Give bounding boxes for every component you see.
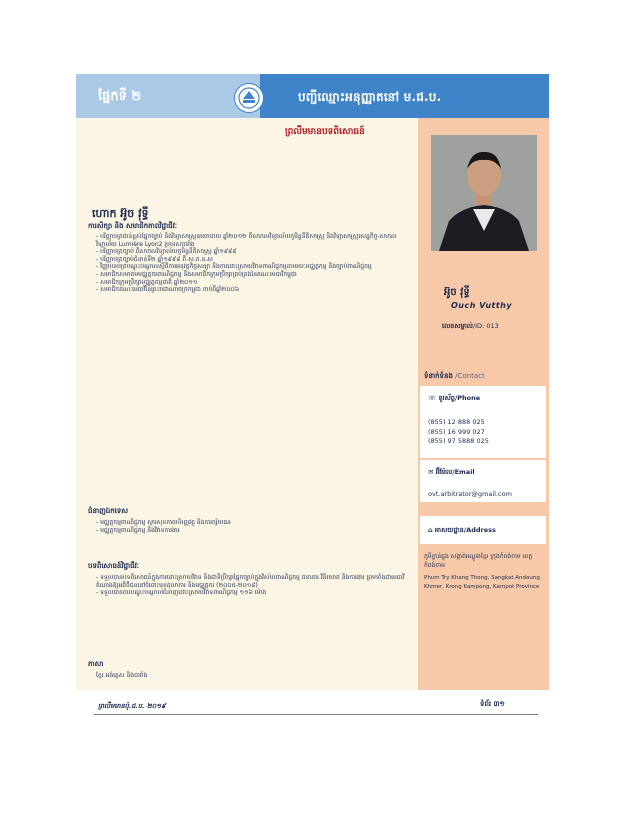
phone-list xyxy=(428,418,489,447)
address-km: ភូមិខ្វាន់ធ្លុង សង្កាត់អណ្តូងខ្មែរ ក្រុងកំពង់ចាម ខេត្តកំពង់ចាម xyxy=(424,553,533,569)
footer-divider xyxy=(94,714,538,715)
specialization-list xyxy=(96,519,412,534)
list-item: - ទទួលបានការបណ្តុះបណ្តាលជំនាញដោះស្រាយវិវាទពាណិជ្ជកម្ម ១១៦ ម៉ោង xyxy=(96,589,267,597)
address-box xyxy=(420,516,546,544)
address-heading xyxy=(428,526,496,536)
organization-logo-icon xyxy=(234,83,264,113)
phone-box xyxy=(420,386,546,458)
list-item: - បរិញ្ញាបត្រជាន់ខ្ពស់ផ្នែកច្បាប់ និងវិទ្យាសាស្ត្រនយោបាយ ឆ្នាំ២០១២ ពីសាកលវិទ្យាល័យភូមិន្ទនីតិសាស្ត្រ និងវិទ្យាសាស្ត្រសេដ្ឋកិច្ច-សាកលវិទ្យាល័យ Lumière Lyon2 ប្រទេសបារាំង xyxy=(96,233,397,248)
member-name-heading: ហោក អ៊ូច វុទ្ធី xyxy=(92,207,149,220)
phone-number[interactable]: (855) 12 888 025 xyxy=(428,418,485,426)
specialization-heading: ជំនាញឯកទេស xyxy=(88,507,128,515)
contact-label-km: ទំនាក់ទំនង xyxy=(424,372,453,380)
section-header-right xyxy=(260,74,549,118)
list-item: - ទទួលបានបទពិសោធន៍ក្នុងការដោះស្រាយវិវាទ និងជាទីប្រឹក្សាផ្នែកច្បាប់ក្នុងវិស័យពាណិជ្ជកម្ម ធនាគារ វិនិយោគ និងការងារ ព្រមទាំងជាមេធាវីតំណាងឱ្យអតិថិជននៅចំពោះមុខតុលាការ និងមជ្ឈត្តករ (២០០៥-២០១៨) xyxy=(96,574,405,589)
section-label: ផ្នែកទី ២ xyxy=(98,89,142,104)
list-item: - វិញ្ញាបនបត្របណ្តុះបណ្តាលស្តីពីការអនុវត្តកិច្ចសន្យា និងការដោះស្រាយវិវាទពាណិជ្ជកម្មតាមរយៈមជ្ឈត្តកម្ម និងច្បាប់ពាណិជ្ជកម្ម xyxy=(96,263,372,271)
language-value: ខ្មែរ អង់គ្លេស និងបារាំង xyxy=(96,672,148,679)
phone-icon: ☏ xyxy=(428,394,437,402)
address-en: Phum Try Khang Thong, Sangkat Andaung Khmer, Krong Kampong, Kampot Province xyxy=(424,575,540,590)
email-head-label: អ៊ីម៉ែល/Email xyxy=(435,468,475,476)
address-text xyxy=(424,553,546,591)
list-item: - សមាជិកគណៈមេធាវីនៃព្រះរាជាណាចក្រកម្ពុជា ចាប់ពីឆ្នាំ២០០៦ xyxy=(96,286,240,294)
email-heading xyxy=(428,468,475,478)
list-item: - បរិញ្ញាបត្រច្បាប់ជំនាន់ទី២ ឆ្នាំ១៩៩៨ ពី ស.ភ.ន.ស xyxy=(96,255,213,263)
email-icon: ✉ xyxy=(428,468,434,476)
experience-heading: បទពិសោធន៍វិជ្ជាជីវៈ xyxy=(88,562,140,570)
id-label: លេខសម្គាល់ xyxy=(442,322,473,330)
profile-name: អ៊ូច វុទ្ធី xyxy=(444,287,470,298)
address-head-label: អាសយដ្ឋាន/Address xyxy=(434,526,496,534)
phone-head-label: ទូរស័ព្ទ/Phone xyxy=(438,394,481,402)
page-number: ទំព័រ ៣១ xyxy=(480,700,505,708)
contact-label-en: /Contact xyxy=(452,372,485,380)
footer-publication: ព្រលឹមមានប៉ុ.ជ.ប. ២០១៩ xyxy=(98,702,166,710)
phone-number[interactable]: (855) 16 999 027 xyxy=(428,427,485,436)
section-header-left xyxy=(76,74,260,118)
experience-list xyxy=(96,574,412,597)
page-subtitle: ព្រលឹមមានបទពិសោធន៍ xyxy=(285,127,365,137)
language-heading: ភាសា xyxy=(88,660,104,668)
phone-heading xyxy=(428,394,480,404)
profile-photo xyxy=(431,135,537,251)
email-value[interactable]: ovt.arbitrator@gmail.com xyxy=(428,490,512,498)
list-item: - សមាជិកសមាគមមជ្ឈត្តករពាណិជ្ជកម្ម និងសមាជិកក្រុមប្រឹក្សាគ្រប់គ្រងនៃគណៈមេធាវីកម្ពុជា xyxy=(96,270,297,278)
list-item: - មជ្ឈត្តកម្មពាណិជ្ជកម្ម ស្តារសុខភាពហិរញ្ញវត្ថុ និងការក្ស័យធន xyxy=(96,519,231,526)
list-item: - បរិញ្ញាបត្រច្បាប់ ពីសាកលវិទ្យាល័យភូមិន្ទនីតិសាស្ត្រ ឆ្នាំ១៩៩៩ xyxy=(96,248,237,256)
phone-number[interactable]: (855) 97 5888 025 xyxy=(428,437,489,445)
list-item: - សមាជិកក្រុមប្រឹក្សាមជ្ឈត្តកម្មជាតិ ឆ្នាំ២០១១ xyxy=(96,278,198,286)
home-icon: ⌂ xyxy=(428,526,433,534)
profile-id xyxy=(442,322,499,332)
id-value: /ID: 013 xyxy=(472,322,499,330)
profile-name-latin: Ouch Vutthy xyxy=(451,301,513,310)
contact-heading xyxy=(424,372,485,382)
email-box xyxy=(420,460,546,502)
education-list xyxy=(96,233,412,294)
education-heading: ការសិក្សា និង សមាជិកភាពវិជ្ជាជីវៈ xyxy=(88,222,177,230)
list-item: - មជ្ឈត្តកម្មពាណិជ្ជកម្ម និងវិវាទការងារ xyxy=(96,526,180,534)
directory-title: បញ្ជីឈ្មោះអនុញ្ញាតនៅ ម.ជ.ប. xyxy=(298,90,442,104)
